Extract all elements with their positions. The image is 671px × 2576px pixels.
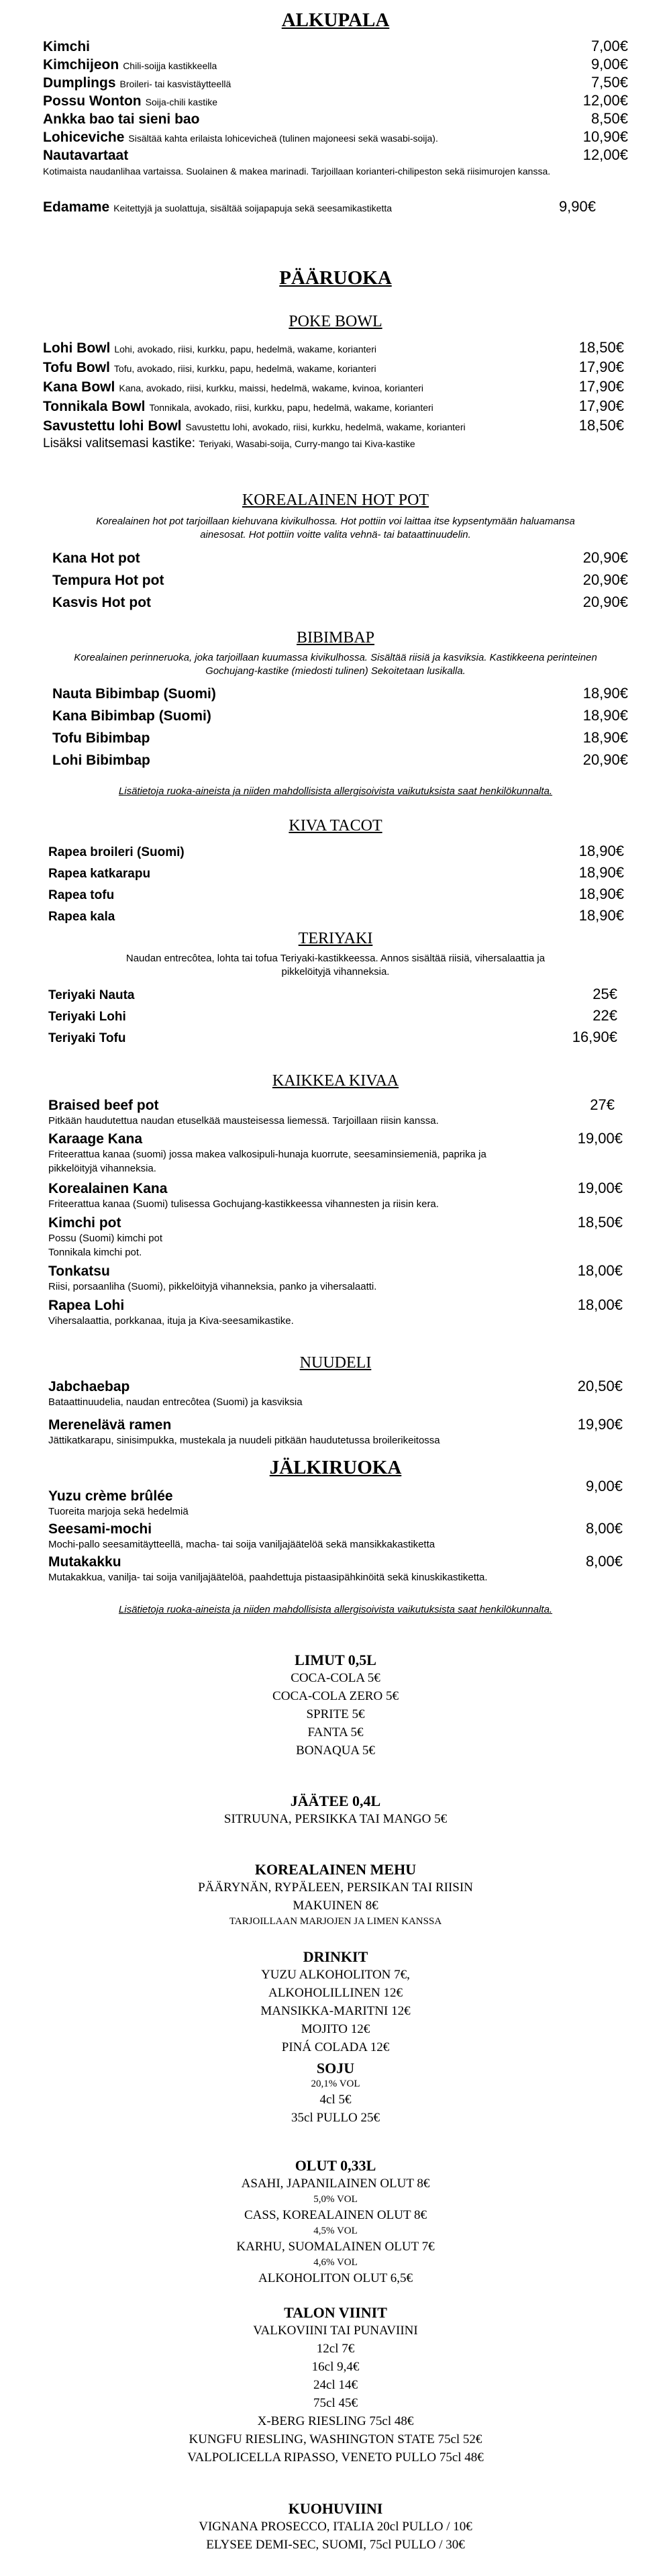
viinit-title: TALON VIINIT <box>284 2304 387 2321</box>
kaikkea-title: KAIKKEA KIVAA <box>272 1072 399 1090</box>
item-name: Teriyaki Tofu <box>48 1031 126 1045</box>
menu-item <box>48 1180 623 1197</box>
item-name: Kimchi pot <box>48 1215 121 1231</box>
item-name: Kimchi <box>43 39 91 54</box>
drink-line: X-BERG RIESLING 75cl 48€ <box>257 2414 414 2428</box>
item-price: 17,90€ <box>578 359 624 375</box>
item-name: Kana Bowl <box>43 379 115 395</box>
item-name: Kana Hot pot <box>52 551 140 566</box>
menu-item <box>43 128 628 146</box>
item-desc: Pitkään haudutettua naudan etuselkää mausteisessa liemessä. Tarjoillaan riisin kanssa. <box>48 1115 439 1127</box>
item-price: 18,90€ <box>578 864 624 881</box>
item-name: Savustettu lohi Bowl <box>43 418 182 434</box>
menu-item <box>48 1520 623 1537</box>
mehu-title: KOREALAINEN MEHU <box>254 1861 417 1878</box>
menu-item <box>43 378 628 397</box>
item-price: 18,00€ <box>577 1262 623 1279</box>
drink-line: 24cl 14€ <box>313 2378 358 2392</box>
item-price: 18,50€ <box>578 339 624 356</box>
menu-item <box>43 198 628 220</box>
item-price: 9,00€ <box>585 1478 623 1494</box>
drink-line: PÄÄRYNÄN, RYPÄLEEN, PERSIKAN TAI RIISIN <box>198 1880 473 1895</box>
menu-item <box>48 1416 623 1433</box>
drink-line: BONAQUA 5€ <box>296 1744 375 1758</box>
menu-item <box>52 571 628 593</box>
nuudeli-header <box>0 1354 671 1372</box>
hotpot-header <box>0 491 671 510</box>
item-name: Tofu Bibimbap <box>52 730 150 746</box>
item-desc: Vihersalaattia, porkkanaa, ituja ja Kiva-seesamikastike. <box>48 1315 294 1327</box>
jalkiruoka-list <box>48 1478 623 1584</box>
item-price: 18,90€ <box>578 907 624 924</box>
drink-line: MANSIKKA-MARITNI 12€ <box>260 2004 411 2018</box>
item-desc: Mochi-pallo seesamitäytteellä, macha- tai soija vaniljajäätelöä sekä mansikkakastiketta <box>48 1539 435 1550</box>
item-price: 20,90€ <box>582 751 628 768</box>
menu-item <box>43 417 628 436</box>
item-desc: Mutakakkua, vanilja- tai soija vaniljajäätelöä, paahdettuja pistaasipähkinöitä sekä kinuskikastiketta. <box>48 1572 488 1583</box>
item-name: Merenelävä ramen <box>48 1417 172 1433</box>
item-price: 18,90€ <box>578 843 624 859</box>
drink-note: 5,0% VOL <box>313 2194 358 2205</box>
limut-section <box>0 1652 671 1760</box>
menu-item <box>52 549 628 571</box>
item-price: 16,90€ <box>572 1029 617 1045</box>
item-desc: Tuoreita marjoja sekä hedelmiä <box>48 1506 189 1517</box>
item-desc: Broileri- tai kasvistäytteellä <box>119 79 231 89</box>
drink-line: ELYSEE DEMI-SEC, SUOMI, 75cl PULLO / 30€ <box>206 2538 465 2552</box>
allergy-note-text: Lisätietoja ruoka-aineista ja niiden mahdollisista allergisoivista vaikutuksista saat henkilökunnalta. <box>118 785 553 797</box>
drink-line: SPRITE 5€ <box>306 1707 365 1721</box>
item-name: Lohi Bowl <box>43 340 111 356</box>
drink-line: MOJITO 12€ <box>301 2022 370 2036</box>
drink-line: VALKOVIINI TAI PUNAVIINI <box>253 2324 418 2338</box>
item-desc: Tofu, avokado, riisi, kurkku, papu, hedelmä, wakame, korianteri <box>113 363 376 374</box>
teriyaki-note <box>101 952 570 979</box>
bibimbap-header <box>0 629 671 647</box>
item-name: Jabchaebap <box>48 1379 130 1394</box>
item-price: 17,90€ <box>578 397 624 414</box>
item-price: 19,00€ <box>577 1130 623 1147</box>
item-desc: Possu (Suomi) kimchi pot <box>48 1233 163 1244</box>
item-price: 19,00€ <box>577 1180 623 1196</box>
tacot-list <box>48 843 624 928</box>
menu-item <box>48 1478 623 1505</box>
soju-title: SOJU <box>316 2060 355 2077</box>
menu-item <box>48 843 624 864</box>
alkupala-title: ALKUPALA <box>281 9 390 31</box>
drink-line: CASS, KOREALAINEN OLUT 8€ <box>244 2208 427 2222</box>
drink-line: YUZU ALKOHOLITON 7€, <box>261 1968 410 1982</box>
bibimbap-note-text: Korealainen perinneruoka, joka tarjoillaan kuumassa kivikulhossa. Sisältää riisiä ja kasviksia. Kastikkeena perinteinen Gochujang-kastike (miedosti tulinen) Sekoitetaan lusikalla. <box>74 652 597 677</box>
allergy-note-2 <box>0 1604 671 1615</box>
drink-line: KUNGFU RIESLING, WASHINGTON STATE 75cl 52€ <box>189 2432 482 2446</box>
menu-item <box>48 907 624 928</box>
drink-line: ALKOHOLITON OLUT 6,5€ <box>258 2271 413 2285</box>
paaruoka-section <box>0 267 671 289</box>
item-name: Tonnikala Bowl <box>43 399 146 414</box>
item-desc: Sisältää kahta erilaista lohicevicheä (tulinen majoneesi sekä wasabi-soija). <box>128 133 438 144</box>
menu-item <box>43 339 628 359</box>
kaikkea-header <box>0 1072 671 1090</box>
kuohu-title: KUOHUVIINI <box>288 2500 383 2517</box>
drink-line: ALKOHOLILLINEN 12€ <box>268 1986 403 2000</box>
item-name: Rapea Lohi <box>48 1298 125 1313</box>
item-name: Ankka bao tai sieni bao <box>43 111 200 127</box>
item-name: Yuzu crème brûlée <box>48 1488 173 1504</box>
drink-line: COCA-COLA ZERO 5€ <box>272 1689 399 1703</box>
menu-item <box>48 1130 623 1147</box>
item-name: Rapea tofu <box>48 888 115 902</box>
item-price: 12,00€ <box>582 92 628 109</box>
item-price: 25€ <box>592 986 617 1002</box>
item-desc: Savustettu lohi, avokado, riisi, kurkku, hedelmä, wakame, korianteri <box>185 422 466 432</box>
item-name: Kana Bibimbap (Suomi) <box>52 708 211 724</box>
item-name: Dumplings <box>43 75 116 91</box>
item-price: 8,50€ <box>590 110 628 127</box>
item-price: 7,50€ <box>590 74 628 91</box>
bibimbap-note <box>67 651 604 678</box>
item-price: 8,00€ <box>585 1553 623 1570</box>
menu-item <box>43 397 628 417</box>
nauta-desc: Kotimaista naudanlihaa vartaissa. Suolainen & makea marinadi. Tarjoillaan korianteri-chilipeston sekä riisimurojen kanssa. <box>43 166 551 177</box>
soju-section <box>0 2060 671 2127</box>
viinit-section <box>0 2304 671 2467</box>
drink-line: MAKUINEN 8€ <box>293 1899 378 1913</box>
drink-line: PINÁ COLADA 12€ <box>281 2040 390 2054</box>
nuudeli-title: NUUDELI <box>299 1354 372 1372</box>
item-name: Teriyaki Lohi <box>48 1010 126 1024</box>
drinkit-section <box>0 1948 671 2056</box>
menu-item <box>48 1029 617 1050</box>
alkupala-list <box>43 38 628 220</box>
bibimbap-title: BIBIMBAP <box>296 629 375 647</box>
poke-list <box>43 339 628 454</box>
hotpot-note <box>81 515 590 542</box>
item-name: Kimchijeon <box>43 57 119 73</box>
item-name: Seesami-mochi <box>48 1521 152 1537</box>
item-name: Korealainen Kana <box>48 1181 168 1196</box>
jalkiruoka-title: JÄLKIRUOKA <box>269 1457 402 1478</box>
item-name: Tonkatsu <box>48 1263 110 1279</box>
menu-item <box>52 707 628 729</box>
drink-line: 35cl PULLO 25€ <box>291 2111 380 2125</box>
item-price: 27€ <box>590 1096 615 1113</box>
tacot-title: KIVA TACOT <box>289 817 382 834</box>
item-desc: Keitettyjä ja suolattuja, sisältää soijapapuja sekä seesamikastiketta <box>113 203 393 213</box>
item-name: Mutakakku <box>48 1554 121 1570</box>
poke-header <box>0 313 671 331</box>
allergy-note-text: Lisätietoja ruoka-aineista ja niiden mahdollisista allergisoivista vaikutuksista saat henkilökunnalta. <box>118 1604 553 1615</box>
item-price: 18,90€ <box>578 886 624 902</box>
drink-line: 75cl 45€ <box>313 2396 358 2410</box>
drink-line: FANTA 5€ <box>307 1725 364 1739</box>
item-price: 18,00€ <box>577 1296 623 1313</box>
menu-item <box>43 359 628 378</box>
item-name: Nauta Bibimbap (Suomi) <box>52 686 216 702</box>
drink-note: TARJOILLAAN MARJOJEN JA LIMEN KANSSA <box>229 1916 442 1927</box>
drink-line: 16cl 9,4€ <box>311 2360 360 2374</box>
menu-item <box>48 1262 623 1280</box>
drink-line: 4cl 5€ <box>319 2093 352 2107</box>
item-desc: Riisi, porsaanliha (Suomi), pikkelöityjä vihanneksia, panko ja vihersalaatti. <box>48 1281 377 1292</box>
item-name: Tempura Hot pot <box>52 573 164 588</box>
jaatee-section <box>0 1793 671 1828</box>
paaruoka-title: PÄÄRUOKA <box>279 267 392 289</box>
drink-line: ASAHI, JAPANILAINEN OLUT 8€ <box>241 2177 430 2191</box>
allergy-note-1 <box>0 785 671 797</box>
menu-item <box>48 1214 623 1231</box>
item-price: 18,90€ <box>582 729 628 746</box>
menu-item <box>43 56 628 74</box>
menu-item <box>43 74 628 92</box>
item-name: Kasvis Hot pot <box>52 595 152 610</box>
drink-line: VIGNANA PROSECCO, ITALIA 20cl PULLO / 10€ <box>199 2520 472 2534</box>
item-price: 20,90€ <box>582 571 628 588</box>
item-desc-2: Tonnikala kimchi pot. <box>48 1247 142 1258</box>
menu-item <box>52 685 628 707</box>
item-name: Lohiceviche <box>43 130 125 145</box>
item-price: 19,90€ <box>577 1416 623 1433</box>
item-name: Edamame <box>43 199 110 215</box>
item-price: 9,90€ <box>558 198 596 215</box>
alkupala-section <box>0 9 671 32</box>
menu-item <box>48 1553 623 1570</box>
menu-item <box>48 1007 617 1029</box>
kuohu-section <box>0 2500 671 2554</box>
menu-item <box>48 1296 623 1314</box>
item-price: 20,90€ <box>582 549 628 566</box>
menu-item <box>48 864 624 886</box>
item-desc: Jättikatkarapu, sinisimpukka, mustekala ja nuudeli pitkään haudutetussa broilerikeitossa <box>48 1435 440 1446</box>
menu-item <box>48 1378 623 1395</box>
nuudeli-list <box>48 1378 623 1447</box>
teriyaki-note-text: Naudan entrecôtea, lohta tai tofua Teriyaki-kastikkeessa. Annos sisältää riisiä, vihersalaattia ja pikkelöityjä vihanneksia. <box>125 953 546 977</box>
item-desc: Friteerattua kanaa (Suomi) tulisessa Gochujang-kastikkeessa vihannesten ja riisin kera. <box>48 1198 439 1210</box>
teriyaki-list <box>48 986 617 1050</box>
item-desc: Lohi, avokado, riisi, kurkku, papu, hedelmä, wakame, korianteri <box>114 344 376 354</box>
item-name: Nautavartaat <box>43 148 129 163</box>
hotpot-note-text: Korealainen hot pot tarjoillaan kiehuvana kivikulhossa. Hot pottiin voi laittaa itse kypsentymään haluamansa ainesosat. Hot pottiin voitte valita vehnä- tai bataattinuudelin. <box>96 516 575 540</box>
menu-item <box>52 751 628 773</box>
drink-note: 4,5% VOL <box>313 2226 358 2236</box>
menu-item <box>43 38 628 56</box>
menu-item <box>48 886 624 907</box>
item-name: Teriyaki Nauta <box>48 988 135 1002</box>
jaatee-title: JÄÄTEE 0,4L <box>290 1793 381 1809</box>
sauce-label: Lisäksi valitsemasi kastike: <box>43 436 196 450</box>
drink-line: KARHU, SUOMALAINEN OLUT 7€ <box>236 2240 435 2254</box>
item-desc: Soija-chili kastike <box>145 97 217 107</box>
item-desc: Chili-soijja kastikkeella <box>123 60 217 71</box>
item-name: Karaage Kana <box>48 1131 143 1147</box>
drink-line: VALPOLICELLA RIPASSO, VENETO PULLO 75cl 48€ <box>187 2450 484 2465</box>
drinkit-title: DRINKIT <box>303 1948 368 1965</box>
drink-note: 20,1% VOL <box>311 2079 360 2089</box>
item-price: 18,50€ <box>578 417 624 434</box>
drink-line: COCA-COLA 5€ <box>291 1671 380 1685</box>
menu-item <box>52 729 628 751</box>
sauce-line <box>43 436 628 454</box>
menu-item <box>43 146 628 163</box>
item-name: Tofu Bowl <box>43 360 110 375</box>
item-price: 7,00€ <box>590 38 628 54</box>
drink-line: SITRUUNA, PERSIKKA TAI MANGO 5€ <box>223 1812 448 1826</box>
hotpot-list <box>52 549 628 616</box>
item-desc: Friteerattua kanaa (suomi) jossa makea valkosipuli-hunaja kuorrute, seesaminsiemeniä, paprika ja pikkelöityjä vihanneksia. <box>48 1149 486 1174</box>
sauce-options: Teriyaki, Wasabi-soija, Curry-mango tai Kiva-kastike <box>199 438 415 449</box>
limut-title: LIMUT 0,5L <box>295 1652 376 1668</box>
item-price: 17,90€ <box>578 378 624 395</box>
item-desc: Tonnikala, avokado, riisi, kurkku, papu, hedelmä, wakame, korianteri <box>149 402 433 413</box>
item-price: 10,90€ <box>582 128 628 145</box>
jalkiruoka-header <box>0 1457 671 1479</box>
poke-title: POKE BOWL <box>289 313 382 330</box>
item-price: 9,00€ <box>590 56 628 73</box>
tacot-header <box>0 817 671 835</box>
menu-item <box>48 1096 623 1114</box>
menu-item <box>43 110 628 128</box>
mehu-section <box>0 1861 671 1928</box>
item-price: 20,90€ <box>582 593 628 610</box>
menu-item <box>52 593 628 616</box>
menu-item <box>48 986 617 1007</box>
item-name: Possu Wonton <box>43 93 142 109</box>
menu-item <box>43 92 628 110</box>
item-price: 8,00€ <box>585 1520 623 1537</box>
item-name: Rapea broileri (Suomi) <box>48 845 185 859</box>
drink-line: 12cl 7€ <box>316 2342 355 2356</box>
olut-title: OLUT 0,33L <box>295 2157 376 2174</box>
item-price: 22€ <box>592 1007 617 1024</box>
item-price: 18,90€ <box>582 707 628 724</box>
kaikkea-list <box>48 1096 623 1328</box>
item-name: Lohi Bibimbap <box>52 753 150 768</box>
item-price: 18,50€ <box>577 1214 623 1231</box>
item-price: 20,50€ <box>577 1378 623 1394</box>
item-price: 12,00€ <box>582 146 628 163</box>
hotpot-title: KOREALAINEN HOT POT <box>242 491 429 509</box>
item-name: Braised beef pot <box>48 1098 159 1113</box>
teriyaki-title: TERIYAKI <box>298 930 373 947</box>
item-name: Rapea kala <box>48 910 115 924</box>
olut-section <box>0 2157 671 2287</box>
item-desc: Bataattinuudelia, naudan entrecôtea (Suomi) ja kasviksia <box>48 1396 303 1408</box>
drink-note: 4,6% VOL <box>313 2257 358 2268</box>
teriyaki-header <box>0 930 671 948</box>
bibimbap-list <box>52 685 628 773</box>
item-desc: Kana, avokado, riisi, kurkku, maissi, hedelmä, wakame, kvinoa, korianteri <box>119 383 423 393</box>
item-name: Rapea katkarapu <box>48 867 151 881</box>
item-price: 18,90€ <box>582 685 628 702</box>
